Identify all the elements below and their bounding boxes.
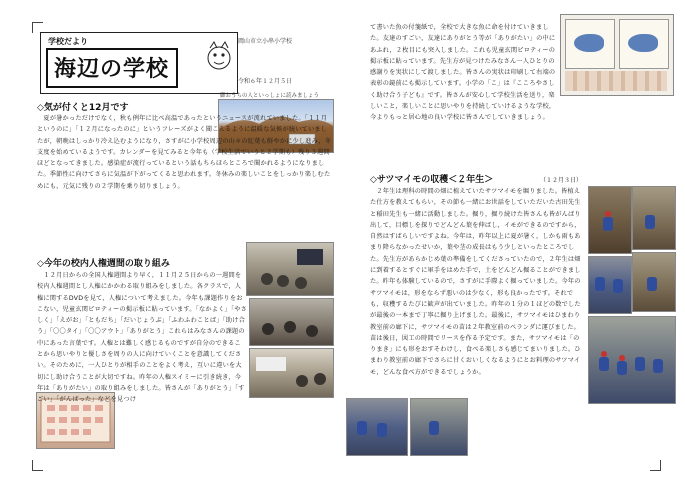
issue-date: 令和６年１２月５日 <box>238 78 293 85</box>
student-figure <box>357 421 367 435</box>
student-cap <box>605 211 611 217</box>
carrying-potatoes-photo-2 <box>410 398 468 456</box>
section-date-sweet-potato: （１２月３日） <box>540 177 583 184</box>
student-cap <box>601 351 607 357</box>
classroom-activity-photo <box>249 348 334 398</box>
students-field-photo-2 <box>632 252 676 312</box>
classroom-discussion-photo <box>249 298 334 346</box>
harvest-group-photo <box>588 316 676 404</box>
student-figure <box>613 279 623 293</box>
section-text-continued: て書いた魚の付箋紙で，全校で大きな魚に命を付けていきました。友達のすごい，友達にありがとう等が「ありがたい」の中にあふれ，２枚目にも突入しました。これも児童玄関ピロティーの掲示板に貼っています。先生方が見つけたみなさん一人ひとりの感謝りを実状にして渡しました。皆さんの実状は印刷して右端の表彰の鏡前にも掲示しています。小学の「こ」は『こころやさしく助け合う子ども』です。皆さんが安心して学校生活を送り，楽しいこと，楽しいことに思いやりを持続していけるような学校，今よりもっと居心地の良い学校に皆さんでしていきましょう。 <box>370 24 556 122</box>
students-field-photo-1 <box>588 256 632 314</box>
section-text-sweet-potato: ２年生は理科の時間の畑に植えていたサツマイモを堀りました。皆植えた仕方を教えてもらい，その節も一緒にお世話をしていただいた古田先生と稲田先生も一緒に活動しました。掘り，掘り続けた皆さんも皆がんばり出して，目標しを探りでどんどん葉を伸ばし，イモができるのですから，自然はすばらしいですよね。今年は，昨年以上に夏が暑く，しかも雨もあまり降らなかったせいか，葉や茎の成長はもう少しといったところでした。先生方があらかじめ葉の準備をしてくださっていたので，２年生は畑に到着するとすぐに軍手をはめた手で，土をどんどん掘ることができました。昨年も体験しているので，さすがに手際よく掘っていました。今年のサツマイモは，形をならず悪いのは少なく，形も良かったです。それでも，収穫するたびに歓声が出ていました。昨年の１分の１ほどの数でしたが最後の一本まで丁寧に掘り上げました。最後に，サツマイモはひまわり教室前の廊下に，サツマイモの苗は２年教室前のベランダに運びました。苗は後日，図工の時間でリースを作る予定です。また，サツマイモは「のりまき」にも形をおすそわけし，食べる楽しさも感じてまいりました。ひまわり教室前の廊下でさらに甘くおいしくなるようにとお料理のサツマイモ，どんな食べ方ができるでしょうか。 <box>370 188 581 376</box>
student-figure <box>635 357 645 371</box>
crop-mark <box>650 460 661 471</box>
section-heading-sweet-potato: ◇サツマイモの収穫＜２年生＞ <box>370 175 494 185</box>
mascot-illustration-icon <box>206 38 232 76</box>
digging-photo-1 <box>588 186 632 254</box>
student-figure <box>599 357 609 371</box>
student-figure <box>595 277 605 291</box>
carrying-potatoes-photo-1 <box>346 398 408 456</box>
classroom-video-photo <box>246 242 334 296</box>
fish-icon <box>628 34 658 52</box>
section-heading-december: ◇気が付くと12月です <box>37 103 129 113</box>
student-figure <box>429 421 439 435</box>
poster-left <box>565 19 615 69</box>
section-text-december: 夏が暑かっただけでなく，秋も例年に比べ高温であったというニュースが流れていました。「１１月というのに」「１２月になったのに」というフレーズがよく聞こえるように温暖な気候が続いていましたが，朝晩はしっかり冷え込むようになり，さすがに小学校周辺の山々の紅葉も鮮やかに少し進み，冬支度を始めているようです。カレンダーを見てみると今年も（学校生活でいうと２学期も）残り３週間ほどとなってきました。感染症が流行っているという話もちらほらところで聞かれるようになりました。季節性に向けてさらに気温が下がってくると思われます。冬休みの楽しいことをしっかり楽しむためにも，元気に残りの２学期を乗り切りましょう。 <box>37 115 332 190</box>
student-figure <box>653 359 663 373</box>
section-text-human-rights: １２月日からの全国人権週間より早く，１１月２５日からの一週間を校内人権週間とし人権にかかわる取り組みをしました。各クラスで，人権に関するDVDを見て，人権について考えました。今年も課題作りをおこない，児童玄関ピロティーの掲示板に貼っています。「なかよく」「やさしく」「えがお」「ともだち」「だいじょうぶ」「ふわふわことば」「助け合う」「〇〇タイ」「〇〇アウト」「ありがとう」これらはみなさんの課題の中にあった言葉です。人権とは難しく感じるものですが自分のできることから思いやりと優しさを周りの人に向けていくことを意識してください。そのために，一人ひとりが相手のことをよく考え，互いに違いを大切にし助け合うことが大切ですね。昨年の人権スイミーに引き続き，今年は「ありがたい」の取り組みをしました。皆さんが「ありがとう」「すごい」「がんばった」などを見つけ <box>37 272 247 404</box>
digging-photo-2 <box>632 186 676 250</box>
student-figure <box>645 215 655 229</box>
crop-mark <box>32 460 43 471</box>
school-name: 岡山市立小串小学校 <box>238 38 293 45</box>
student-figure <box>603 217 613 231</box>
newsletter-title: 海辺の学校 <box>54 56 170 82</box>
section-heading-human-rights: ◇今年の校内人権週間の取り組み <box>37 259 170 269</box>
fish-icon <box>574 34 604 52</box>
student-figure <box>647 277 657 291</box>
student-cap <box>619 355 625 361</box>
read-together-tagline: 御おうちの人といっしょに読みましょう <box>220 93 320 99</box>
student-figure <box>377 423 387 437</box>
student-figure <box>617 361 627 375</box>
sticky-note-rows <box>565 71 667 91</box>
poster-right <box>619 19 669 69</box>
newsletter-label: 学校だより <box>48 37 88 46</box>
arigatai-posters-photo <box>560 14 674 96</box>
